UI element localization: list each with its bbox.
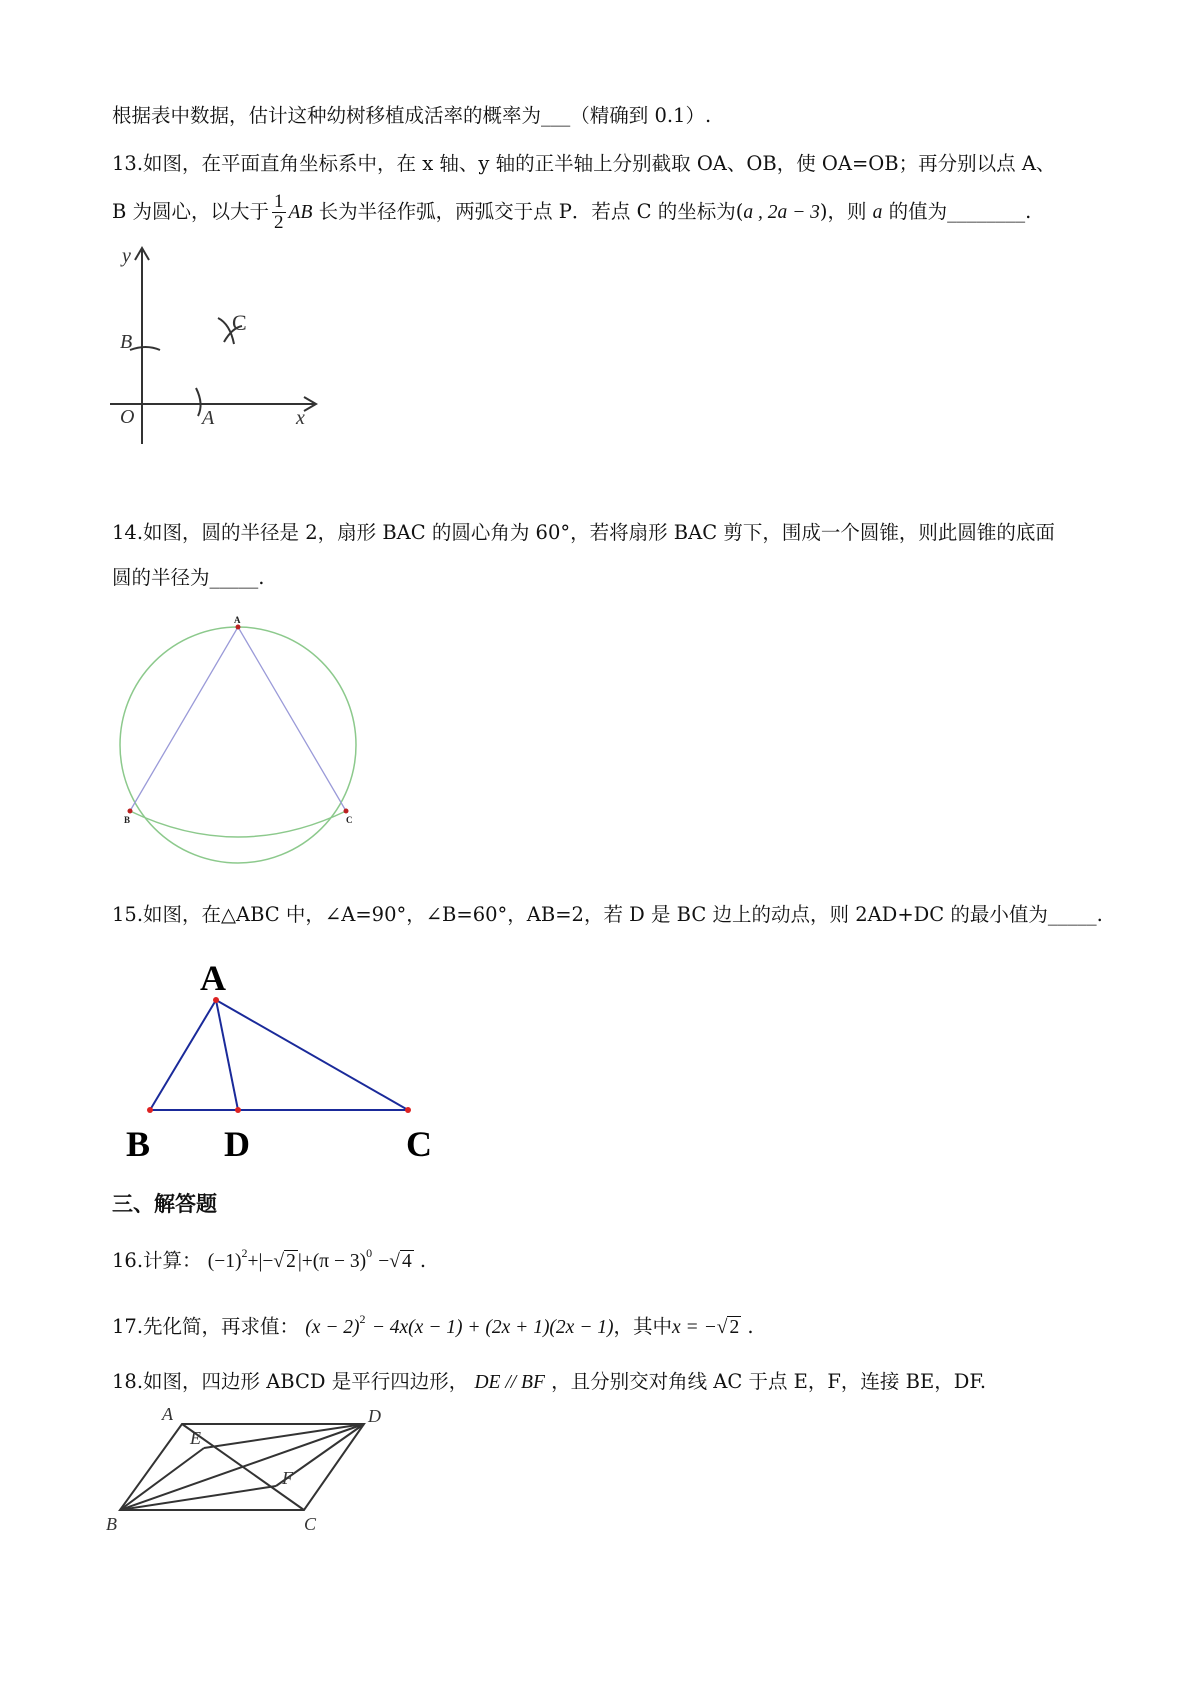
question-16 [112, 1247, 426, 1272]
question-12-tail [112, 106, 711, 126]
q16-term1: (−1) [207, 1251, 242, 1272]
label-a: A [234, 615, 241, 625]
q16-radicand2: 4 [401, 1251, 412, 1272]
q18-prefix: 18.如图，四边形 ABCD 是平行四边形， [112, 1370, 469, 1393]
label-c: C [304, 1514, 317, 1534]
q12-text: 根据表中数据，估计这种幼树移植成活率的概率为___（精确到 0.1）. [112, 104, 712, 127]
label-y: y [122, 245, 131, 267]
q17-sqrt: √ 2 [716, 1317, 740, 1338]
label-a: A [202, 407, 215, 429]
q13-text-2b: 长为半径作弧，两弧交于点 P．若点 C 的坐标为( [318, 200, 744, 223]
q17-exp: 2 [359, 1312, 366, 1326]
q18-condition: DE // BF [474, 1372, 545, 1393]
q14-text-1: 14.如图，圆的半径是 2，扇形 BAC 的圆心角为 60°，若将扇形 BAC 剪下，围成一个圆锥，则此圆锥的底面 [112, 521, 1055, 544]
label-b: B [120, 331, 133, 353]
q16-sqrt4: √ 4 [389, 1251, 412, 1272]
question-13-line2 [112, 190, 1031, 234]
frac-numerator: 1 [274, 191, 284, 213]
question-14-line2 [112, 568, 264, 588]
q13-text-1: 13.如图，在平面直角坐标系中，在 x 轴、y 轴的正半轴上分别截取 OA、OB，使 OA=OB；再分别以点 A、 [112, 152, 1056, 175]
label-d: D [224, 1124, 250, 1164]
q16-radicand1: 2 [286, 1251, 296, 1272]
q16-exp2: 0 [366, 1246, 373, 1260]
label-c: C [406, 1124, 432, 1164]
q13-coordinate-figure [100, 245, 340, 468]
segment-ab: AB [288, 202, 313, 223]
q15-text-1: 15.如图，在△ABC 中，∠A=90°，∠B=60°，AB=2，若 D 是 BC 边上的动点，则 2AD+DC 的最小值为_____. [112, 903, 1103, 926]
question-13-line1 [112, 154, 1055, 174]
variable-a: a [872, 202, 883, 223]
q17-mid: ，其中 [613, 1315, 673, 1338]
q14-circle-figure [110, 615, 370, 875]
section-3-title: 三、解答题 [112, 1191, 217, 1216]
label-d: D [368, 1406, 381, 1426]
q17-end: . [747, 1315, 754, 1338]
section-heading [112, 1193, 217, 1214]
label-o: O [120, 406, 135, 428]
question-17 [112, 1313, 754, 1338]
q18-parallelogram-figure [106, 1406, 386, 1546]
label-b: B [124, 815, 131, 825]
label-e: E [190, 1428, 201, 1448]
q17-expr1: (x − 2) [305, 1317, 360, 1338]
label-x: x [296, 407, 305, 429]
q13-text-2d: 的值为________. [888, 200, 1032, 223]
q17-expr2: − 4x(x − 1) + (2x + 1)(2x − 1) [371, 1317, 614, 1338]
q16-exp1: 2 [241, 1246, 248, 1260]
q16-prefix: 16.计算： [112, 1249, 202, 1272]
question-14-line1 [112, 523, 1055, 543]
label-b: B [126, 1124, 151, 1164]
label-c: C [232, 310, 247, 335]
label-a: A [162, 1404, 173, 1424]
q18-suffix: ，且分别交对角线 AC 于点 E，F，连接 BE，DF. [551, 1370, 987, 1393]
point-c-coordinates: a , 2a − 3 [743, 202, 820, 223]
label-f: F [282, 1468, 293, 1488]
q13-text-2c: )，则 [819, 200, 867, 223]
question-15-line1 [112, 905, 1103, 925]
q16-minus: − [378, 1251, 390, 1272]
label-a: A [200, 958, 226, 998]
label-b: B [106, 1514, 117, 1534]
q14-text-2: 圆的半径为_____. [112, 566, 265, 589]
question-18 [112, 1372, 986, 1393]
q16-term3: |+(π − 3) [297, 1251, 367, 1272]
q15-triangle-figure [120, 958, 440, 1164]
frac-denominator: 2 [274, 212, 284, 233]
half-fraction [272, 192, 286, 233]
q16-sqrt2: √ 2 [273, 1251, 296, 1272]
label-c: C [346, 815, 353, 825]
q17-radicand: 2 [729, 1317, 740, 1338]
q17-prefix: 17.先化简，再求值： [112, 1315, 300, 1338]
q13-text-2a: B 为圆心，以大于 [112, 200, 270, 223]
q16-end: . [419, 1249, 427, 1272]
q16-term2: +|− [247, 1251, 274, 1272]
q17-xeq: x = − [672, 1317, 717, 1338]
